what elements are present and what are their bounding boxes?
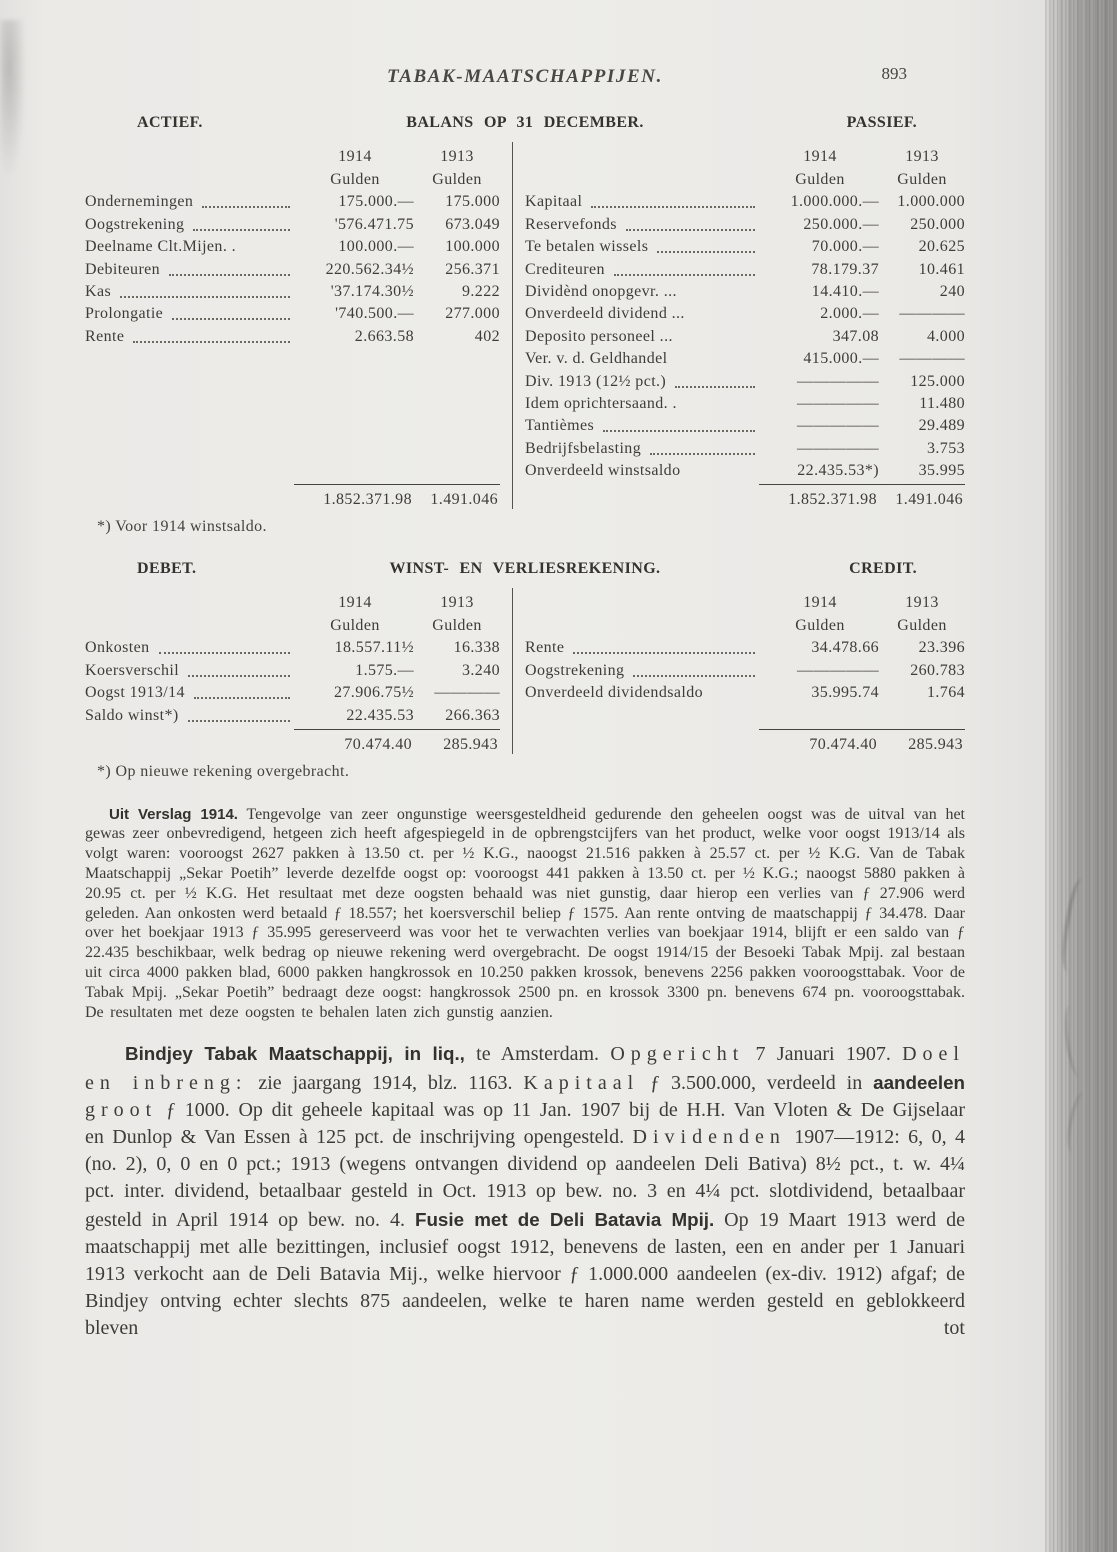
dot-leader bbox=[159, 652, 290, 654]
value-1913: 266.363 bbox=[445, 706, 500, 724]
value-1913: 250.000 bbox=[910, 215, 965, 233]
credit-totals-row bbox=[525, 725, 965, 754]
actief-column bbox=[85, 142, 512, 509]
row-label: Div. 1913 (12½ pct.) bbox=[525, 372, 667, 390]
table-row bbox=[525, 279, 965, 301]
table-row bbox=[525, 391, 965, 413]
table-row bbox=[85, 211, 500, 233]
row-label: Koersverschil bbox=[85, 661, 180, 679]
dot-leader bbox=[120, 296, 290, 298]
value-1914: '37.174.30½ bbox=[330, 282, 414, 300]
table-row bbox=[85, 635, 500, 657]
table-row bbox=[525, 680, 965, 702]
year-header-row bbox=[525, 588, 965, 612]
row-label: Kapitaal bbox=[525, 193, 583, 211]
table-row bbox=[85, 189, 500, 211]
value-1914: 35.995.74 bbox=[811, 684, 879, 702]
total-1913: 285.943 bbox=[908, 735, 963, 753]
table-row bbox=[525, 657, 965, 679]
year-1914: 1914 bbox=[803, 593, 837, 611]
unit-label: Gulden bbox=[795, 171, 845, 188]
value-1914: 18.557.11½ bbox=[334, 639, 414, 657]
year-1914: 1914 bbox=[803, 147, 837, 165]
unit-label: Gulden bbox=[432, 171, 482, 188]
total-1914: 1.852.371.98 bbox=[323, 491, 412, 509]
profit-loss-table bbox=[85, 560, 965, 781]
row-label: Onverdeeld dividend ... bbox=[525, 305, 685, 323]
bindjey-paragraph bbox=[85, 1040, 965, 1342]
dot-leader bbox=[172, 318, 290, 320]
table-row bbox=[85, 301, 500, 323]
pnl-columns bbox=[85, 588, 965, 754]
table-row bbox=[525, 368, 965, 390]
text-segment: Fusie met de Deli Batavia Mpij. bbox=[414, 1208, 715, 1230]
table-row bbox=[525, 413, 965, 435]
text-segment: Bindjey Tabak Maatschappij, in liq., bbox=[125, 1043, 465, 1065]
value-1913: 402 bbox=[474, 327, 500, 345]
dot-leader bbox=[591, 206, 755, 208]
row-label: Bedrijfsbelasting bbox=[525, 439, 642, 457]
value-1914: 78.179.37 bbox=[811, 260, 879, 278]
row-label: Reservefonds bbox=[525, 215, 617, 233]
credit-column bbox=[512, 588, 965, 754]
dot-leader bbox=[133, 341, 290, 343]
pnl-footnote: *) Op nieuwe rekening overgebracht. bbox=[97, 762, 350, 780]
table-row bbox=[525, 234, 965, 256]
value-1913: 256.371 bbox=[445, 260, 500, 278]
unit-header-row bbox=[85, 166, 500, 190]
year-header-row bbox=[525, 142, 965, 166]
table-row bbox=[525, 189, 965, 211]
dot-leader bbox=[573, 652, 755, 654]
unit-label: Gulden bbox=[795, 617, 845, 635]
dot-leader bbox=[650, 453, 755, 455]
unit-header-row bbox=[85, 612, 500, 636]
row-label: Deposito personeel ... bbox=[525, 327, 673, 345]
value-1913: ———— bbox=[899, 350, 965, 368]
value-1913: 1.764 bbox=[927, 684, 965, 702]
credit-rows bbox=[525, 635, 965, 702]
debet-totals-row bbox=[85, 725, 500, 754]
debet-heading: DEBET. bbox=[137, 560, 197, 578]
text-segment: Tengevolge van zeer ongunstige weersgesteldheid gedurende den geheelen oogst was de uitval van het gewas zeer onbevredigend, hetgeen zich heeft afgespiegeld in de opbrengstcijfers van het product, welke voor oogst 1913/14 als volgt waren: vooroogst 2627 pakken à 13.50 ct. per ½ K.G., naoogst 21.516 pakken à 25.57 ct. per ½ K.G. Van de Tabak Maatschappij „Sekar Poetih” leverde dezelfde oogst op: vooroogst 441 pakken à 13.50 ct. per ½ K.G.; naoogst 5880 pakken à 20.95 ct. per ½ K.G. Het resultaat met deze oogsten behaald was niet gunstig, daar hierop een verlies van ƒ 27.906 werd geleden. Aan onkosten werd betaald ƒ 18.557; het koersverschil beliep ƒ 1575. Aan rente ontving de maatschappij ƒ 34.478. Daar over het boekjaar 1913 ƒ 35.995 gereserveerd was voor het te verwachten verlies van boekjaar 1914, blijft er een saldo van ƒ 22.435 beschikbaar, welk bedrag op nieuwe rekening werd overgebracht. De oogst 1914/15 der Besoeki Tabak Mpij. zal bestaan uit circa 4000 pakken blad, 6000 pakken hangkrossok en 10.250 pakken krossok, benevens 2256 pakken vooroogsttabak. Voor de Tabak Mpij. „Sekar Poetih” bedraagt deze oogst: hangkrossok 2500 pn. en krossok 3300 pn. benevens 674 pn. vooroogsttabak. De resultaten met deze oogsten te behalen laten zich gunstig aanzien. bbox=[85, 805, 965, 1021]
actief-totals-row bbox=[85, 480, 500, 509]
table-row bbox=[85, 657, 500, 679]
table-row bbox=[85, 279, 500, 301]
balance-sheet-table bbox=[85, 114, 965, 536]
value-1914: 250.000.— bbox=[803, 215, 879, 233]
row-label: Kas bbox=[85, 282, 112, 300]
dot-leader bbox=[202, 206, 290, 208]
table-row bbox=[85, 680, 500, 702]
row-label: Tantièmes bbox=[525, 417, 595, 435]
text-segment: groot bbox=[85, 1098, 158, 1121]
table-row bbox=[85, 234, 500, 256]
value-1914: ————— bbox=[797, 394, 879, 412]
row-label: Ondernemingen bbox=[85, 193, 194, 211]
value-1914: '576.471.75 bbox=[334, 215, 414, 233]
table-row bbox=[85, 702, 500, 724]
value-1913: 23.396 bbox=[918, 639, 965, 657]
year-1913: 1913 bbox=[440, 593, 474, 611]
row-label: Onkosten bbox=[85, 639, 150, 657]
text-segment: Opgericht bbox=[610, 1043, 745, 1066]
page-number: 893 bbox=[881, 64, 907, 83]
book-edge-texture bbox=[1045, 0, 1117, 1552]
value-1914: 1.575.— bbox=[355, 661, 414, 679]
value-1914: ————— bbox=[797, 439, 879, 457]
pnl-headings bbox=[85, 560, 965, 582]
year-header-row bbox=[85, 142, 500, 166]
balance-columns bbox=[85, 142, 965, 509]
dot-leader bbox=[633, 675, 755, 677]
scan-smudge bbox=[0, 20, 26, 180]
text-segment: 7 Januari 1907. bbox=[744, 1043, 903, 1066]
passief-rows bbox=[525, 189, 965, 480]
table-row bbox=[525, 256, 965, 278]
page-content bbox=[85, 58, 965, 1343]
balance-footnote: *) Voor 1914 winstsaldo. bbox=[97, 518, 267, 536]
year-header-row bbox=[85, 588, 500, 612]
dot-leader bbox=[657, 251, 755, 253]
value-1914: 100.000.— bbox=[338, 238, 414, 256]
table-row bbox=[525, 435, 965, 457]
year-1913: 1913 bbox=[440, 147, 474, 165]
value-1913: 673.049 bbox=[445, 215, 500, 233]
value-1914: 175.000.— bbox=[338, 193, 414, 211]
row-label: Te betalen wissels bbox=[525, 238, 649, 256]
value-1913: 9.222 bbox=[462, 282, 500, 300]
unit-header-row bbox=[525, 612, 965, 636]
value-1913: 260.783 bbox=[910, 661, 965, 679]
total-1913: 1.491.046 bbox=[895, 491, 963, 509]
value-1914: 34.478.66 bbox=[811, 639, 879, 657]
pnl-title: WINST- EN VERLIESREKENING. bbox=[389, 560, 661, 578]
value-1914: 70.000.— bbox=[811, 238, 879, 256]
value-1913: ———— bbox=[899, 305, 965, 323]
actief-heading: ACTIEF. bbox=[137, 114, 203, 131]
totals-block bbox=[759, 484, 965, 509]
balance-title: BALANS OP 31 DECEMBER. bbox=[406, 114, 644, 131]
value-1914: 415.000.— bbox=[803, 350, 879, 368]
value-1913: 3.240 bbox=[462, 661, 500, 679]
value-1914: 14.410.— bbox=[811, 282, 879, 300]
row-label: Oogstrekening bbox=[85, 215, 185, 233]
row-label: Onverdeeld winstsaldo bbox=[525, 462, 681, 480]
text-segment: ƒ 3.500.000, verdeeld in bbox=[639, 1071, 874, 1094]
unit-header-row bbox=[525, 166, 965, 190]
row-label: Prolongatie bbox=[85, 305, 164, 323]
value-1913: 20.625 bbox=[918, 238, 965, 256]
table-row bbox=[85, 323, 500, 345]
row-label: Deelname Clt.Mijen. . bbox=[85, 238, 237, 256]
row-label: Ver. v. d. Geldhandel bbox=[525, 350, 668, 368]
value-1914: 347.08 bbox=[832, 327, 879, 345]
verslag-paragraph bbox=[85, 805, 965, 1023]
value-1914: ————— bbox=[797, 372, 879, 390]
text-segment: Op 19 Maart 1913 werd de maatschappij met alle bezittingen, inclusief oogst 1912, benevens de lasten, een en ander per 1 Januari 1913 verkocht aan de Deli Batavia Mij., welke hiervoor ƒ 1.000.000 aandeelen (ex-div. 1912) afgaf; de Bindjey ontving echter slechts 875 aandeelen, welke te haren name werden gesteld en geblokkeerd bleven tot bbox=[85, 1208, 966, 1340]
total-1914: 1.852.371.98 bbox=[788, 491, 877, 509]
unit-label: Gulden bbox=[897, 617, 947, 635]
row-label: Rente bbox=[525, 639, 565, 657]
unit-label: Gulden bbox=[330, 617, 380, 635]
value-1914: 22.435.53 bbox=[346, 706, 414, 724]
table-row bbox=[525, 458, 965, 480]
row-label: Idem oprichtersaand. . bbox=[525, 394, 677, 412]
running-title: TABAK-MAATSCHAPPIJEN. bbox=[387, 66, 663, 87]
balance-headings bbox=[85, 114, 965, 136]
table-row bbox=[525, 635, 965, 657]
text-segment: Dividenden bbox=[632, 1126, 786, 1149]
year-1914: 1914 bbox=[338, 147, 372, 165]
text-segment: Kapitaal bbox=[523, 1071, 640, 1094]
text-segment: te Amsterdam. bbox=[464, 1043, 611, 1066]
value-1913: 11.480 bbox=[919, 394, 965, 412]
value-1914: ————— bbox=[797, 417, 879, 435]
totals-block bbox=[294, 484, 500, 509]
year-1914: 1914 bbox=[338, 593, 372, 611]
actief-rows bbox=[85, 189, 500, 346]
value-1913: 125.000 bbox=[910, 372, 965, 390]
running-header bbox=[85, 58, 965, 100]
dot-leader bbox=[626, 229, 755, 231]
value-1914: 27.906.75½ bbox=[334, 684, 414, 702]
year-1913: 1913 bbox=[905, 593, 939, 611]
total-1914: 70.474.40 bbox=[809, 735, 877, 753]
value-1913: ———— bbox=[434, 684, 500, 702]
table-row bbox=[525, 323, 965, 345]
dot-leader bbox=[188, 675, 290, 677]
total-1913: 1.491.046 bbox=[430, 491, 498, 509]
row-label: Saldo winst*) bbox=[85, 706, 179, 724]
dot-leader bbox=[675, 386, 755, 388]
value-1913: 16.338 bbox=[453, 639, 500, 657]
value-1913: 29.489 bbox=[918, 417, 965, 435]
table-row bbox=[85, 256, 500, 278]
value-1913: 175.000 bbox=[445, 193, 500, 211]
credit-heading: CREDIT. bbox=[849, 560, 917, 578]
value-1914: '740.500.— bbox=[335, 305, 414, 323]
total-1914: 70.474.40 bbox=[344, 735, 412, 753]
text-segment: aandeelen bbox=[873, 1071, 966, 1093]
row-label: Crediteuren bbox=[525, 260, 605, 278]
row-label: Debiteuren bbox=[85, 260, 161, 278]
text-segment: zie jaargang 1914, blz. 1163. bbox=[247, 1071, 524, 1094]
text-segment: Doel en inbreng: bbox=[85, 1043, 965, 1094]
value-1914: 2.000.— bbox=[820, 305, 879, 323]
unit-label: Gulden bbox=[432, 617, 482, 635]
value-1913: 240 bbox=[939, 282, 965, 300]
dot-leader bbox=[193, 229, 290, 231]
unit-label: Gulden bbox=[897, 171, 947, 188]
row-label: Oogst 1913/14 bbox=[85, 684, 185, 702]
debet-rows bbox=[85, 635, 500, 725]
row-label: Rente bbox=[85, 327, 125, 345]
value-1913: 100.000 bbox=[445, 238, 500, 256]
value-1914: 220.562.34½ bbox=[325, 260, 414, 278]
row-label: Onverdeeld dividendsaldo bbox=[525, 684, 703, 702]
passief-column bbox=[512, 142, 965, 509]
totals-block bbox=[294, 729, 500, 754]
dot-leader bbox=[614, 274, 755, 276]
passief-totals-row bbox=[525, 480, 965, 509]
value-1913: 10.461 bbox=[918, 260, 965, 278]
value-1913: 3.753 bbox=[927, 439, 965, 457]
debet-column bbox=[85, 588, 512, 754]
dot-leader bbox=[188, 720, 290, 722]
unit-label: Gulden bbox=[330, 171, 380, 188]
text-segment: 1907—1912: 6, 0, 4 (no. 2), 0, 0 en 0 pct.; 1913 (wegens ontvangen dividend op aandeelen Deli Bativa) 8½ pct., t. w. 4¼ pct. inter. dividend, betaalbaar gesteld in Oct. 1913 op bew. no. 3 en 4¼ pct. slotdividend, betaalbaar gesteld in April 1914 op bew. no. 4. bbox=[85, 1126, 965, 1231]
table-row bbox=[525, 211, 965, 233]
value-1914: ————— bbox=[797, 661, 879, 679]
text-segment: Uit Verslag 1914. bbox=[109, 805, 238, 823]
value-1913: 4.000 bbox=[927, 327, 965, 345]
value-1913: 277.000 bbox=[445, 305, 500, 323]
row-label: Oogstrekening bbox=[525, 661, 625, 679]
table-row bbox=[525, 301, 965, 323]
value-1913: 35.995 bbox=[918, 462, 965, 480]
totals-block bbox=[759, 729, 965, 754]
text-segment: ƒ 1000. Op dit geheele kapitaal was op 11 Jan. 1907 bij de H.H. Van Vloten & De Gijselaar en Dunlop & Van Essen à 125 pct. de inschrijving opengesteld. bbox=[85, 1098, 965, 1149]
year-1913: 1913 bbox=[905, 147, 939, 165]
value-1914: 22.435.53*) bbox=[797, 462, 879, 480]
row-label: Dividènd onopgevr. ... bbox=[525, 282, 677, 300]
dot-leader bbox=[194, 697, 290, 699]
value-1914: 2.663.58 bbox=[354, 327, 414, 345]
value-1913: 1.000.000 bbox=[897, 193, 965, 211]
passief-heading: PASSIEF. bbox=[846, 114, 917, 131]
dot-leader bbox=[169, 274, 290, 276]
table-row bbox=[525, 346, 965, 368]
total-1913: 285.943 bbox=[443, 735, 498, 753]
dot-leader bbox=[603, 430, 755, 432]
value-1914: 1.000.000.— bbox=[790, 193, 879, 211]
